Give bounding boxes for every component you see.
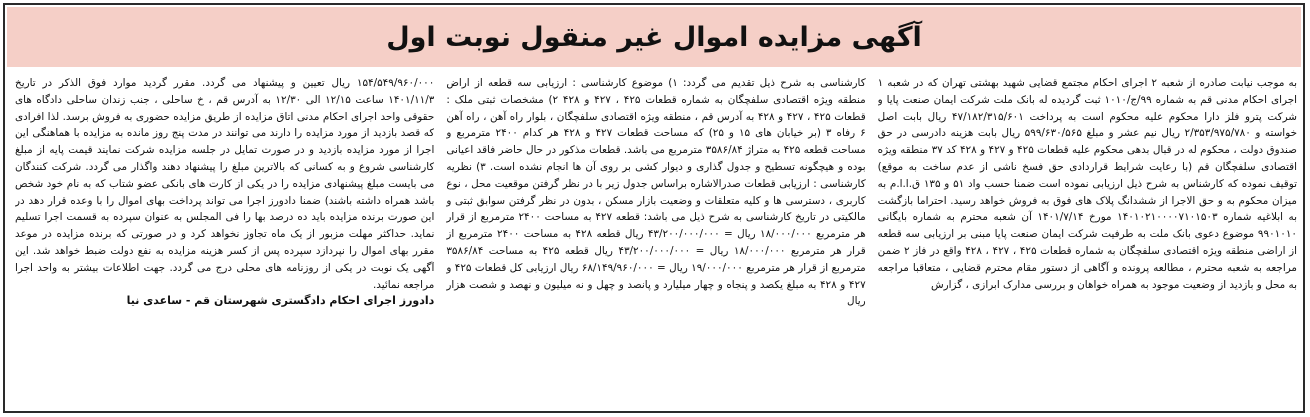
column-left — [15, 75, 434, 409]
notice-frame — [3, 3, 1305, 413]
notice-title: آگهی مزایده اموال غیر منقول نوبت اول — [386, 21, 922, 53]
column-right — [878, 75, 1297, 409]
notice-body — [15, 75, 1297, 409]
column-middle — [446, 75, 865, 409]
title-bar — [7, 7, 1301, 67]
column-right-text: به موجب نیابت صادره از شعبه ۲ اجرای احکام مجتمع قضایی شهید بهشتی تهران که در شعبه ۱ اجرای احکام مدنی قم به شماره ۹۹/ج/۱۰۱۰ ثبت گردیده له بانک ملت شرکت ایمان صنعت پایا و شرکت پترو فلز دارا محکوم علیه محکوم است به پرداخت ۴۷/۱۸۲/۳۱۵/۶۰۱ ریال بابت اصل خواسته و ۲/۳۵۳/۹۷۵/۷۸۰ ریال نیم عشر و مبلغ ۵۹۹/۶۳۰/۵۶۵ ریال بابت هزینه دادرسی در حق صندوق دولت ، محکوم له در قبال بدهی محکوم علیه قطعات ۴۲۵ و ۴۲۷ و ۴۲۸ کد ۳۷ منطقه ویژه اقتصادی سلفچگان قم (با رعایت شرایط قراردادی حق فسخ ناشی از عدم ساخت به موقع) توقیف نموده که کارشناس به شرح ذیل ارزیابی نموده است ضمنا حسب واد ۵۱ و ۱۳۵ ق.ا.ا.م به میزان محکوم به و حق الاجرا از ششدانگ پلاک های فوق به فروش خواهد رسید. احتراما بازگشت به ابلاغیه شماره ۱۴۰۱۰۲۱۰۰۰۰۷۱۰۱۵۰۳ مورخ ۱۴۰۱/۷/۱۴ آن شعبه محترم به شماره بایگانی ۹۹۰۱۰۱۰ موضوع دعوی بانک ملت به طرفیت شرکت ایمان صنعت پایا مبنی بر ارزیابی سه قطعه از اراضی منطقه ویژه اقتصادی سلفچگان به شماره قطعات ۴۲۵ ، ۴۲۷ ، ۴۲۸ واقع در فاز ۲ ضمن مراجعه به شعبه محترم ، مطالعه پرونده و آگاهی از دستور مقام محترم قضایی ، متعاقبا مراجعه به محل و بازدید از وضعیت موجود به همراه خواهان و بررسی مدارک ابرازی ، گزارش — [877, 77, 1297, 291]
column-left-text: ۱۵۴/۵۴۹/۹۶۰/۰۰۰ ریال تعیین و پیشنهاد می گردد. مقرر گردید موارد فوق الذکر در تاریخ ۱۴۰۱/۱۱/۳ ساعت ۱۲/۱۵ الی ۱۲/۳۰ به آدرس قم ، خ ساحلی ، جنب زندان ساحلی دادگاه های حقوقی واحد اجرای احکام مدنی اتاق مزایده از طریق مزایده حضوری به فروش برسد. لذا افرادی که قصد بازدید از مورد مزایده را دارند می توانند در مدت پنج روز مانده به مزایده با هماهنگی این اجرا از مورد مزایده بازدید و در صورت تمایل در جلسه مزایده شرکت نمایند قیمت پایه از مبلغ کارشناسی شروع و به کسانی که بالاترین مبلغ را پیشنهاد دهند واگذار می گردد. شرکت کنندگان می بایست مبلغ پیشنهادی مزایده را در یکی از کارت های بانکی عضو شتاب که به نام خود شخص باشد همراه داشته باشند) ضمنا دادورز اجرا می تواند پرداخت بهای اموال را با وعده قرار دهد در این صورت برنده مزایده باید ده درصد بها را فی المجلس به عنوان سپرده به قسمت اجرا تسلیم نماید. حداکثر مهلت مزبور از یک ماه تجاوز نخواهد کرد و در صورتی که برنده مزایده در موعد مقرر بهای اموال را نپردازد سپرده پس از کسر هزینه مزایده به نفع دولت ضبط خواهد شد. این آگهی یک نوبت در یکی از روزنامه های محلی درج می گردد. جهت اطلاعات بیشتر به واحد اجرا مراجعه نمائید. — [15, 77, 435, 291]
column-middle-text: کارشناسی به شرح ذیل تقدیم می گردد: ۱) موضوع کارشناسی : ارزیابی سه قطعه از اراض منطقه ویژه اقتصادی سلفچگان به شماره قطعات ۴۲۵ ، ۴۲۷ و ۴۲۸ ۲) مشخصات ثبتی ملک : قطعات ۴۲۵ ، ۴۲۷ و ۴۲۸ به آدرس قم ، منطقه ویژه اقتصادی سلفچگان ، بلوار راه آهن ، راه آهن ۶ رفاه ۳ (بر خیابان های ۱۵ و ۲۵) که مساحت قطعات ۴۲۷ و ۴۲۸ هر کدام ۲۴۰۰ مترمربع و مساحت قطعه ۴۲۵ به متراژ ۳۵۸۶/۸۴ مترمربع می باشد. قطعات مذکور در حال حاضر فاقد اعیانی بوده و هیچگونه تسطیح و جدول گذاری و دیوار کشی بر روی آن ها انجام نشده است. ۳) نظریه کارشناسی : ارزیابی قطعات صدرالاشاره براساس جدول زیر با در نظر گرفتن موقعیت محل ، نوع کاربری ، دسترسی ها و کلیه متعلقات و وضعیت بازار مسکن ، بدون در نظر گرفتن سوابق ثبتی و مالکیتی در تاریخ کارشناسی به شرح ذیل می باشد: قطعه ۴۲۷ به مساحت ۲۴۰۰ مترمربع از قرار هر مترمربع ۱۸/۰۰۰/۰۰۰ ریال = ۴۳/۲۰۰/۰۰۰/۰۰۰ ریال قطعه ۴۲۸ به مساحت ۲۴۰۰ مترمربع از قرار هر مترمربع ۱۸/۰۰۰/۰۰۰ ریال = ۴۳/۲۰۰/۰۰۰/۰۰۰ ریال قطعه ۴۲۵ به مساحت ۳۵۸۶/۸۴ مترمربع از قرار هر مترمربع ۱۹/۰۰۰/۰۰۰ ریال = ۶۸/۱۴۹/۹۶۰/۰۰۰ ریال ارزیابی کل قطعات ۴۲۵ و ۴۲۷ و ۴۲۸ به مبلغ یکصد و پنجاه و چهار میلیارد و پانصد و چهل و نه میلیون و نهصد و شصت هزار ریال — [446, 77, 866, 308]
signature: دادورز اجرای احکام دادگستری شهرستان قم - ساعدی نیا — [126, 294, 435, 308]
